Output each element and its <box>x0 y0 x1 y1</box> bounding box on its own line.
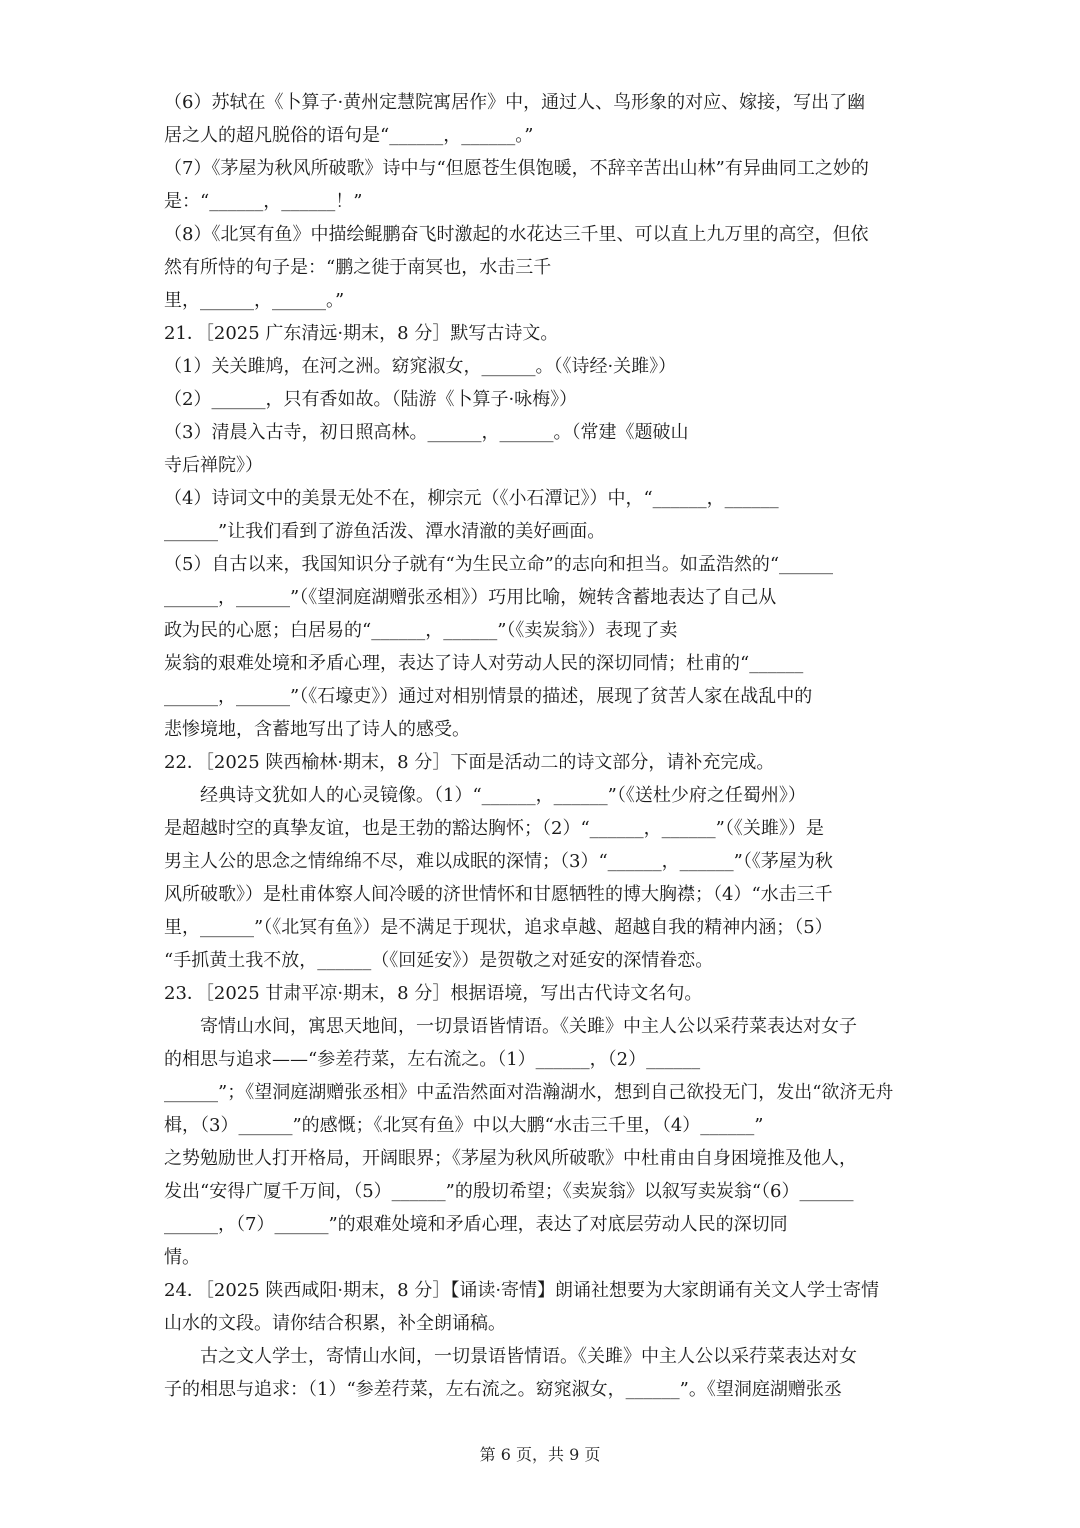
text-line: 寄情山水间，寓思天地间，一切景语皆情语。《关雎》中主人公以采荇菜表达对女子 <box>200 1016 857 1037</box>
text-line: 悲惨境地，含蓄地写出了诗人的感受。 <box>164 719 470 740</box>
text-line: （4）诗词文中的美景无处不在，柳宗元（《小石潭记》）中，“______，______ <box>164 488 779 509</box>
text-line: （1）关关雎鸠，在河之洲。窈窕淑女，______。（《诗经·关雎》） <box>164 356 677 377</box>
text-line: ______”；《望洞庭湖赠张丞相》中孟浩然面对浩瀚湖水，想到自己欲投无门，发出“欲济无舟 <box>164 1082 894 1103</box>
text-line: ______，（7）______”的艰难处境和矛盾心理，表达了对底层劳动人民的深切同 <box>164 1214 788 1235</box>
text-line: 居之人的超凡脱俗的语句是“______，______。” <box>164 125 534 146</box>
text-line: 政为民的心愿；白居易的“______，______”（《卖炭翁》）表现了卖 <box>164 620 678 641</box>
text-line: ______，______”（《石壕吏》）通过对相别情景的描述，展现了贫苦人家在战乱中的 <box>164 686 813 707</box>
text-line: （5）自古以来，我国知识分子就有“为生民立命”的志向和担当。如孟浩然的“______ <box>164 554 834 575</box>
text-line: 楫，（3）______”的感慨；《北冥有鱼》中以大鹏“水击三千里，（4）______” <box>164 1115 764 1136</box>
text-line: 男主人公的思念之情绵绵不尽，难以成眠的深情；（3）“______，______”（《茅屋为秋 <box>164 851 833 872</box>
question-heading: 24．［2025 陕西咸阳·期末，8 分］【诵读·寄情】朗诵社想要为大家朗诵有关文人学士寄情 <box>164 1280 880 1301</box>
page-number: 第 6 页，共 9 页 <box>479 1445 601 1464</box>
text-line: 里，______，______。” <box>164 290 345 311</box>
text-line: 古之文人学士，寄情山水间，一切景语皆情语。《关雎》中主人公以采荇菜表达对女 <box>200 1346 857 1367</box>
text-line: 是超越时空的真挚友谊，也是王勃的豁达胸怀；（2）“______，______”（《关雎》）是 <box>164 818 824 839</box>
text-line: 发出“安得广厦千万间，（5）______”的殷切希望；《卖炭翁》以叙写卖炭翁“（6）______ <box>164 1181 854 1202</box>
text-line: （3）清晨入古寺，初日照高林。______，______。（常建《题破山 <box>164 422 689 443</box>
text-line: “手抓黄土我不放，______（《回延安》）是贺敬之对延安的深情眷恋。 <box>164 950 714 971</box>
text-line: 子的相思与追求：（1）“参差荇菜，左右流之。窈窕淑女，______”。《望洞庭湖赠张丞 <box>164 1379 842 1400</box>
text-line: ______，______”（《望洞庭湖赠张丞相》）巧用比喻，婉转含蓄地表达了自己从 <box>164 587 777 608</box>
text-line: 风所破歌》）是杜甫体察人间冷暖的济世情怀和甘愿牺牲的博大胸襟；（4）“水击三千 <box>164 884 833 905</box>
text-line: （8）《北冥有鱼》中描绘鲲鹏奋飞时激起的水花达三千里、可以直上九万里的高空，但依 <box>164 224 869 245</box>
text-line: 寺后禅院》） <box>164 455 263 476</box>
text-line: ______”让我们看到了游鱼活泼、潭水清澈的美好画面。 <box>164 521 606 542</box>
text-line: 情。 <box>164 1247 200 1268</box>
page-body <box>164 86 916 1406</box>
text-line: 之势勉励世人打开格局，开阔眼界；《茅屋为秋风所破歌》中杜甫由自身困境推及他人， <box>164 1148 857 1169</box>
text-line: 然有所恃的句子是：“鹏之徙于南冥也，水击三千 <box>164 257 552 278</box>
text-line: （2）______，只有香如故。（陆游《卜算子·咏梅》） <box>164 389 578 410</box>
text-line: 炭翁的艰难处境和矛盾心理，表达了诗人对劳动人民的深切同情；杜甫的“______ <box>164 653 804 674</box>
question-heading: 22．［2025 陕西榆林·期末，8 分］下面是活动二的诗文部分，请补充完成。 <box>164 752 775 773</box>
question-heading: 21．［2025 广东清远·期末，8 分］默写古诗文。 <box>164 323 559 344</box>
question-heading: 23．［2025 甘肃平凉·期末，8 分］根据语境，写出古代诗文名句。 <box>164 983 703 1004</box>
text-line: （7）《茅屋为秋风所破歌》诗中与“但愿苍生俱饱暖，不辞辛苦出山林”有异曲同工之妙的 <box>164 158 869 179</box>
text-line: 经典诗文犹如人的心灵镜像。（1）“______，______”（《送杜少府之任蜀州》） <box>200 785 806 806</box>
text-line: 的相思与追求——“参差荇菜，左右流之。（1）______，（2）______ <box>164 1049 701 1070</box>
text-line: （6）苏轼在《卜算子·黄州定慧院寓居作》中，通过人、鸟形象的对应、嫁接，写出了幽 <box>164 92 866 113</box>
text-line: 山水的文段。请你结合积累，补全朗诵稿。 <box>164 1313 506 1334</box>
text-line: 里，______”（《北冥有鱼》）是不满足于现状，追求卓越、超越自我的精神内涵；（5） <box>164 917 833 938</box>
text-line: 是：“______，______！” <box>164 191 363 212</box>
